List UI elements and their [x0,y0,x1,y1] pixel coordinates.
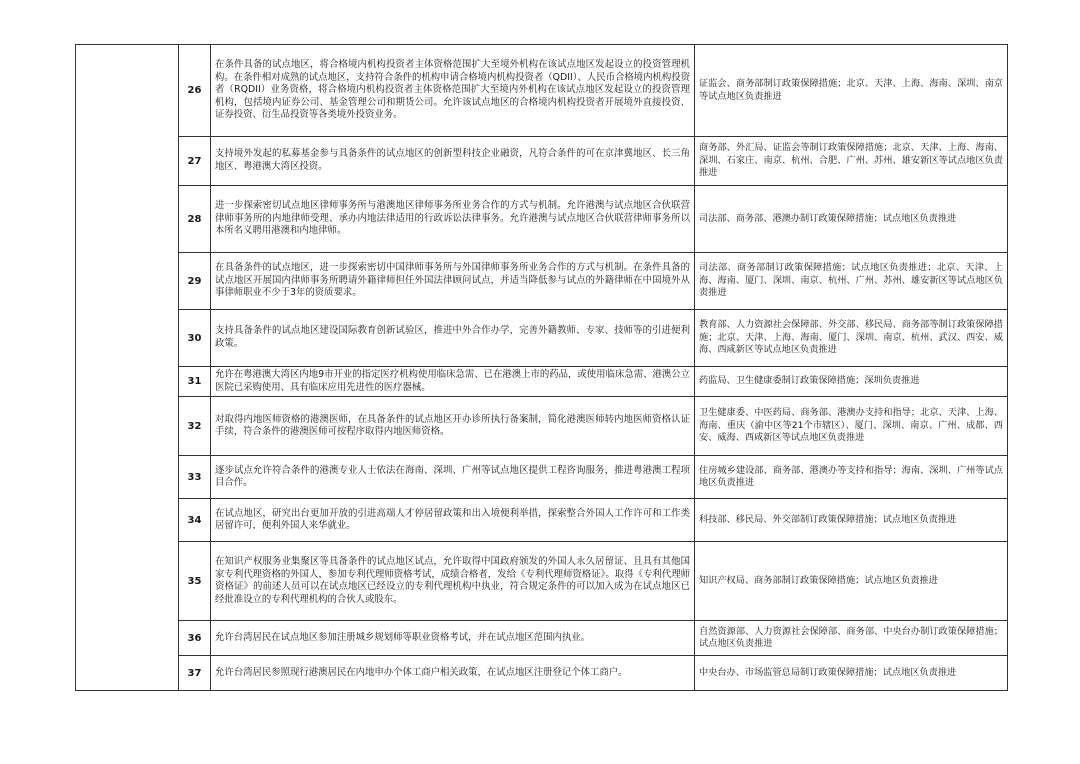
table-row [76,367,1008,397]
row-number: 31 [179,367,211,397]
measure-text: 在条件具备的试点地区，将合格境内机构投资者主体资格范围扩大至境外机构在该试点地区发起设立的投资管理机构。在条件相对成熟的试点地区，支持符合条件的机构申请合格境内机构投资者（QDII）、人民币合格境内机构投资者（RQDII）业务资格，将合格境内机构投资者主体资格范围扩大至境内外机构在该试点地区发起设立的投资管理机构，包括境内证券公司、基金管理公司和期货公司。允许该试点地区的合格境内机构投资者开展境外直接投资、证券投资、衍生品投资等各类境外投资业务。 [211,45,695,137]
table-row [76,397,1008,456]
policy-table [75,44,1008,691]
measure-text: 在具备条件的试点地区，进一步探索密切中国律师事务所与外国律师事务所业务合作的方式与机制。在条件具备的试点地区开展国内律师事务所聘请外籍律师担任外国法律顾问试点，并适当降低参与试点的外籍律师在中国境外从事律师职业不少于3年的资质要求。 [211,253,695,310]
row-number: 37 [179,656,211,691]
row-number: 30 [179,310,211,367]
responsible-departments: 知识产权局、商务部制订政策保障措施；试点地区负责推进 [695,542,1008,621]
measure-text: 允许在粤港澳大湾区内地9市开业的指定医疗机构使用临床急需、已在港澳上市的药品，或使用临床急需、港澳公立医院已采购使用、具有临床应用先进性的医疗器械。 [211,367,695,397]
table-row [76,253,1008,310]
table-row [76,45,1008,137]
table-row [76,456,1008,499]
measure-text: 在试点地区，研究出台更加开放的引进高端人才停居留政策和出入境便利举措，探索整合外国人工作许可和工作类居留许可，便利外国人来华就业。 [211,499,695,542]
row-number: 36 [179,621,211,656]
responsible-departments: 自然资源部、人力资源社会保障部、商务部、中央台办制订政策保障措施；试点地区负责推进 [695,621,1008,656]
row-number: 34 [179,499,211,542]
measure-text: 支持具备条件的试点地区建设国际教育创新试验区，推进中外合作办学，完善外籍教师、专家、技师等的引进便利政策。 [211,310,695,367]
row-number: 29 [179,253,211,310]
measure-text: 支持境外发起的私募基金参与具备条件的试点地区的创新型科技企业融资，凡符合条件的可在京津冀地区、长三角地区、粤港澳大湾区投资。 [211,137,695,186]
measure-text: 对取得内地医师资格的港澳医师，在具备条件的试点地区开办诊所执行备案制，简化港澳医师转内地医师资格认证手续，符合条件的港澳医师可按程序取得内地医师资格。 [211,397,695,456]
row-number: 33 [179,456,211,499]
responsible-departments: 司法部、商务部、港澳办制订政策保障措施；试点地区负责推进 [695,186,1008,253]
row-number: 28 [179,186,211,253]
responsible-departments: 卫生健康委、中医药局、商务部、港澳办支持和指导；北京、天津、上海、海南、重庆（渝中区等21个市辖区）、厦门、深圳、南京、广州、成都、西安、威海、西咸新区等试点地区负责推进 [695,397,1008,456]
row-number: 32 [179,397,211,456]
blank-cell [76,45,179,691]
table-row [76,499,1008,542]
measure-text: 允许台湾居民参照现行港澳居民在内地申办个体工商户相关政策，在试点地区注册登记个体工商户。 [211,656,695,691]
measure-text: 逐步试点允许符合条件的港澳专业人士依法在海南、深圳、广州等试点地区提供工程咨询服务，推进粤港澳工程项目合作。 [211,456,695,499]
responsible-departments: 商务部、外汇局、证监会等制订政策保障措施；北京、天津、上海、海南、深圳、石家庄、南京、杭州、合肥、广州、苏州、雄安新区等试点地区负责推进 [695,137,1008,186]
measure-text: 进一步探索密切试点地区律师事务所与港澳地区律师事务所业务合作的方式与机制。允许港澳与试点地区合伙联营律师事务所的内地律师受理、承办内地法律适用的行政诉讼法律事务。允许港澳与试点地区合伙联营律师事务所以本所名义聘用港澳和内地律师。 [211,186,695,253]
measure-text: 在知识产权服务业集聚区等具备条件的试点地区试点，允许取得中国政府颁发的外国人永久居留证、且具有其他国家专利代理资格的外国人，参加专利代理师资格考试，成绩合格者，发给《专利代理师资格证》。取得《专利代理师资格证》的前述人员可以在试点地区已经设立的专利代理机构中执业，符合规定条件的可以加入成为在试点地区已经批准设立的专利代理机构的合伙人或股东。 [211,542,695,621]
responsible-departments: 住房城乡建设部、商务部、港澳办等支持和指导；海南、深圳、广州等试点地区负责推进 [695,456,1008,499]
responsible-departments: 司法部、商务部制订政策保障措施；试点地区负责推进；北京、天津、上海、海南、厦门、深圳、南京、杭州、广州、苏州、雄安新区等试点地区负责推进 [695,253,1008,310]
table-row [76,137,1008,186]
table-row [76,186,1008,253]
table-row [76,621,1008,656]
measure-text: 允许台湾居民在试点地区参加注册城乡规划师等职业资格考试，并在试点地区范围内执业。 [211,621,695,656]
responsible-departments: 教育部、人力资源社会保障部、外交部、移民局、商务部等制订政策保障措施；北京、天津、上海、海南、厦门、深圳、南京、杭州、武汉、西安、威海、西咸新区等试点地区负责推进 [695,310,1008,367]
table-row [76,542,1008,621]
table-row [76,656,1008,691]
responsible-departments: 科技部、移民局、外交部制订政策保障措施；试点地区负责推进 [695,499,1008,542]
row-number: 26 [179,45,211,137]
table-row [76,310,1008,367]
row-number: 27 [179,137,211,186]
responsible-departments: 药监局、卫生健康委制订政策保障措施；深圳负责推进 [695,367,1008,397]
responsible-departments: 证监会、商务部制订政策保障措施；北京、天津、上海、海南、深圳、南京等试点地区负责推进 [695,45,1008,137]
row-number: 35 [179,542,211,621]
responsible-departments: 中央台办、市场监管总局制订政策保障措施；试点地区负责推进 [695,656,1008,691]
